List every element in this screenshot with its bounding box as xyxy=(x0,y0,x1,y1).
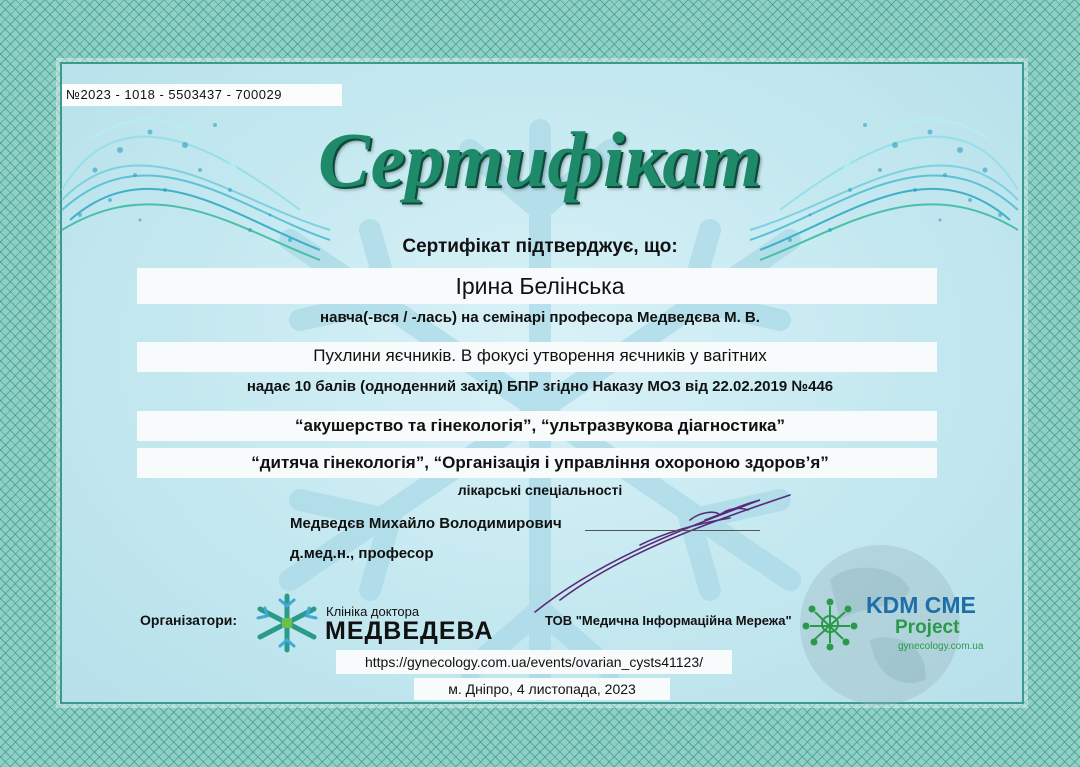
recipient-name: Ірина Белінська xyxy=(455,273,625,299)
clinic-logo-small-text: Клініка доктора xyxy=(326,604,420,619)
certificate-number: №2023 - 1018 - 5503437 - 700029 xyxy=(62,84,342,106)
signer-title: д.мед.н., професор xyxy=(290,545,434,562)
event-url[interactable]: https://gynecology.com.ua/events/ovarian_cysts41123/ xyxy=(364,654,703,670)
signature-line xyxy=(585,530,760,531)
organizers-label: Організатори: xyxy=(140,612,238,628)
kdm-logo-line1: KDM CME xyxy=(866,592,976,618)
points-text: надає 10 балів (одноденний захід) БПР згідно Наказу МОЗ від 22.02.2019 №446 xyxy=(246,378,834,395)
certificate-title: Сертифікат xyxy=(318,116,762,203)
specialties-line-2: “дитяча гінекологія”, “Організація і управління охороною здоров’я” xyxy=(251,453,829,472)
kdm-logo-line2: Project xyxy=(895,617,960,638)
studied-text: навча(-вся / -лась) на семінарі професора Медведєва М. В. xyxy=(320,309,760,326)
kdm-people-circle-logo-icon xyxy=(800,596,860,652)
specialties-line-1: “акушерство та гінекологія”, “ультразвукова діагностика” xyxy=(295,416,785,435)
place-date: м. Дніпро, 4 листопада, 2023 xyxy=(448,681,636,697)
confirm-text: Сертифікат підтверджує, що: xyxy=(402,236,678,257)
kdm-logo-url: gynecology.com.ua xyxy=(898,641,984,652)
clinic-logo-big-text: МЕДВЕДЕВА xyxy=(325,617,494,645)
signer-name: Медведєв Михайло Володимирович xyxy=(290,515,562,532)
clinic-snowflake-logo-icon xyxy=(252,592,322,654)
seminar-topic: Пухлини яєчників. В фокусі утворення яєчників у вагітних xyxy=(313,346,767,365)
company-name: ТОВ "Медична Інформаційна Мережа" xyxy=(545,613,792,628)
specialties-label: лікарські спеціальності xyxy=(457,482,623,498)
